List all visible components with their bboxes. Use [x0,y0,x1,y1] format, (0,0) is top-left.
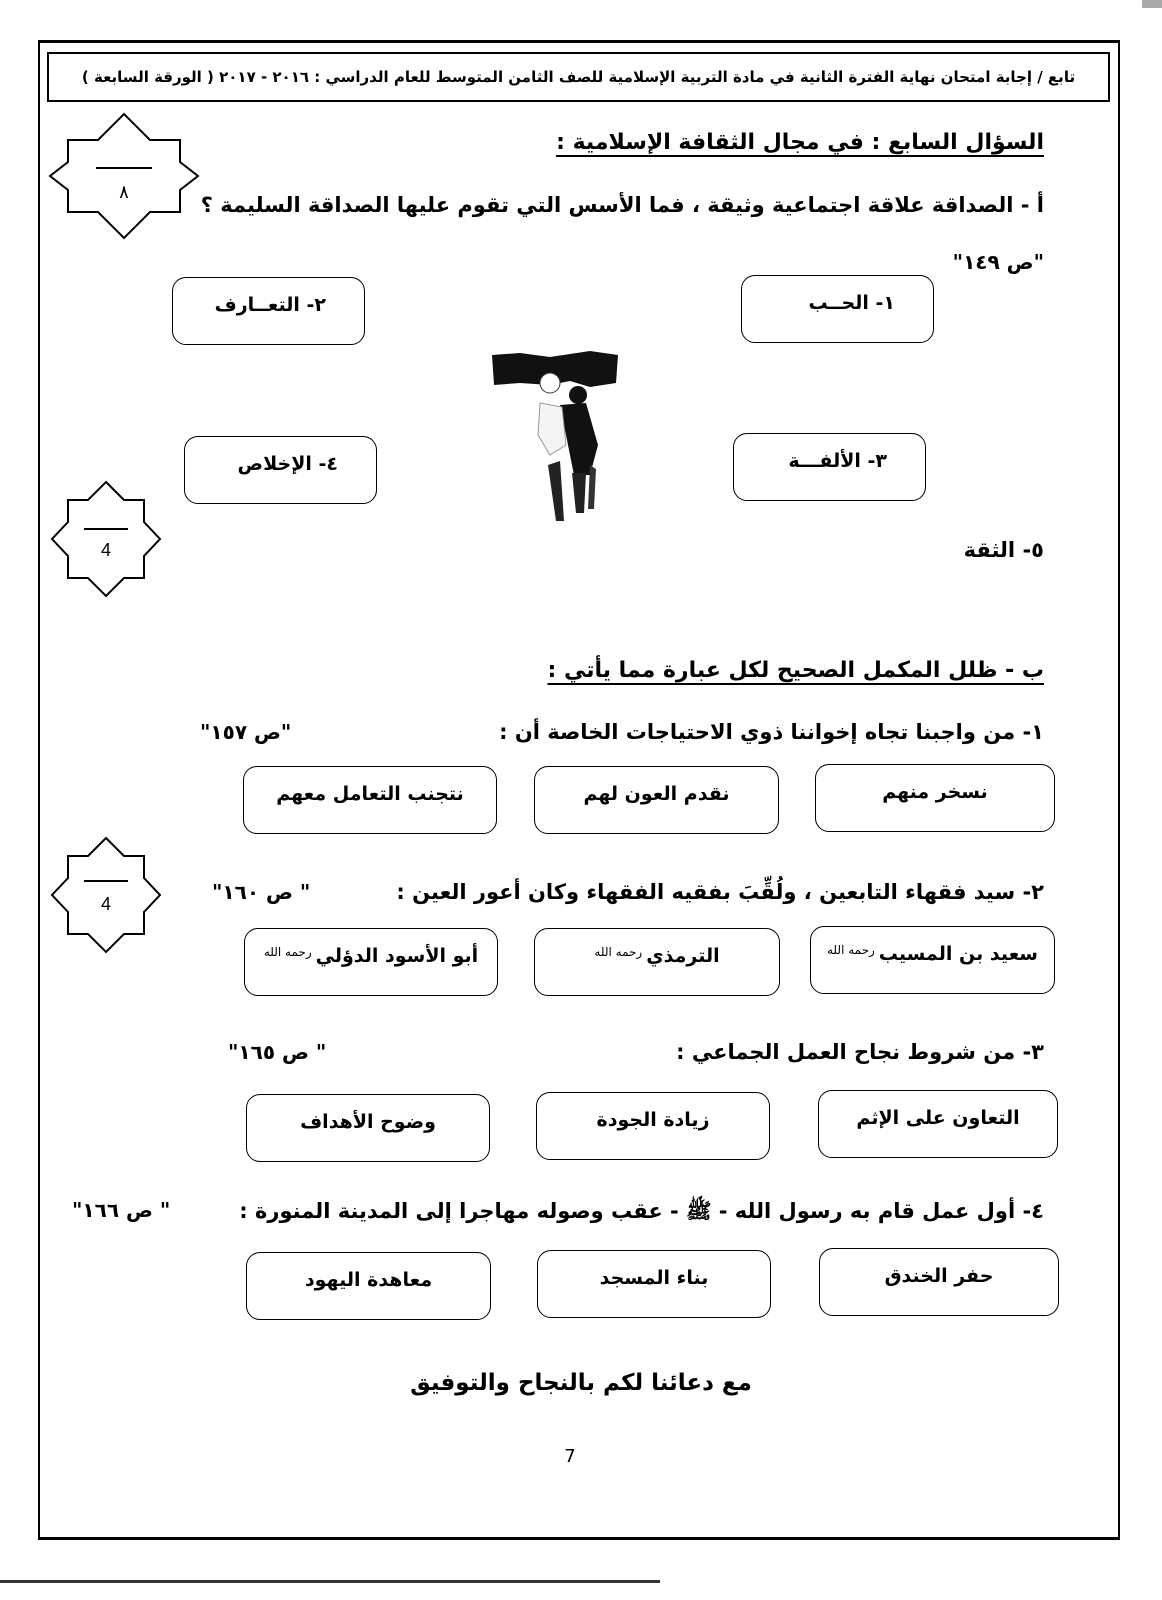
part-b-item2-question: ٢- سيد فقهاء التابعين ، ولُقِّبَ بفقيه الفقهاء وكان أعور العين : [396,880,1044,904]
friends-illustration [490,345,620,525]
part-b-item4-option-2[interactable] [537,1250,771,1318]
part-a-reference: "ص ١٤٩" [952,250,1044,274]
part-b-item1-question: ١- من واجبنا تجاه إخواننا ذوي الاحتياجات الخاصة أن : [499,720,1044,744]
part-b-item3-reference: " ص ١٦٥" [228,1040,327,1064]
illustration-image-icon [490,345,620,525]
part-b-item3-option-1[interactable] [818,1090,1058,1158]
option-text: زيادة الجودة [596,1109,710,1131]
option-text: حفر الخندق [884,1265,994,1287]
part-a-answer-5: ٥- الثقة [963,538,1044,562]
option-text: سعيد بن المسيب [878,943,1038,965]
part-b-item1-option-2[interactable] [534,766,779,834]
score-star-part-b [50,836,162,954]
part-b-title: ب - ظلل المكمل الصحيح لكل عبارة مما يأتي : [547,658,1044,683]
part-b-item3-option-3[interactable] [246,1094,490,1162]
eight-point-star-icon [48,112,200,240]
part-b-item2-reference: " ص ١٦٠" [212,880,311,904]
score-part-a-value: 4 [100,540,111,560]
option-text: نسخر منهم [882,781,988,803]
question7-title: السؤال السابع : في مجال الثقافة الإسلامية : [556,130,1044,155]
score-star-part-a [50,480,162,598]
answer-text: ٢- التعــارف [214,294,326,316]
part-b-item1-option-1[interactable] [815,764,1055,832]
part-b-item4-option-1[interactable] [819,1248,1059,1316]
part-b-item4-reference: " ص ١٦٦" [72,1198,171,1222]
option-text: معاهدة اليهود [304,1269,433,1291]
scan-bottom-rule [0,1580,660,1583]
option-honorific: رحمه الله [827,943,875,957]
option-honorific: رحمه الله [263,945,312,959]
eight-point-star-icon [50,480,162,598]
part-a-answer-1 [741,275,934,343]
part-a-answer-4 [184,436,377,504]
score-star-total [48,112,200,240]
part-b-item2-option-3[interactable] [244,928,498,996]
part-b-item2-option-2[interactable] [534,928,780,996]
part-b-item1-option-3[interactable] [243,766,497,834]
part-a-answer-2 [172,277,365,345]
option-text: الترمذي [646,945,720,967]
part-b-item1-reference: "ص ١٥٧" [200,720,292,744]
option-text: نقدم العون لهم [583,783,730,805]
scan-edge-mark [1142,0,1162,8]
option-text: التعاون على الإثم [856,1107,1020,1129]
answer-text: ٤- الإخلاص [237,453,338,475]
answer-text: ١- الحــب [808,292,895,314]
answer-text: ٣- الألفـــة [788,450,887,472]
part-b-item3-option-2[interactable] [536,1092,770,1160]
option-text: نتجنب التعامل معهم [276,783,464,805]
score-total-value: ٨ [119,182,129,203]
part-a-question: أ - الصداقة علاقة اجتماعية وثيقة ، فما الأسس التي تقوم عليها الصداقة السليمة ؟ [200,193,1044,217]
score-part-b-value: 4 [100,894,111,914]
exam-header-title: تابع / إجابة امتحان نهاية الفترة الثانية في مادة التربية الإسلامية للصف الثامن المتوسط للعام الدراسي : ٢٠١٦ - ٢٠١٧ ( الورقة السابعة ) [81,68,1076,86]
option-text: وضوح الأهداف [300,1111,436,1133]
part-b-item4-option-3[interactable] [246,1252,491,1320]
option-text: بناء المسجد [599,1267,709,1289]
option-text: أبو الأسود الدؤلي [315,945,479,967]
exam-header [47,52,1110,102]
option-honorific: رحمه الله [594,945,643,959]
part-b-item2-option-1[interactable] [810,926,1055,994]
closing-wishes: مع دعائنا لكم بالنجاح والتوفيق [410,1370,752,1396]
part-b-item3-question: ٣- من شروط نجاح العمل الجماعي : [676,1040,1044,1064]
part-b-item4-question: ٤- أول عمل قام به رسول الله - ﷺ - عقب وصوله مهاجرا إلى المدينة المنورة : [239,1199,1044,1223]
part-a-answer-3 [733,433,926,501]
page-number: 7 [564,1446,576,1467]
